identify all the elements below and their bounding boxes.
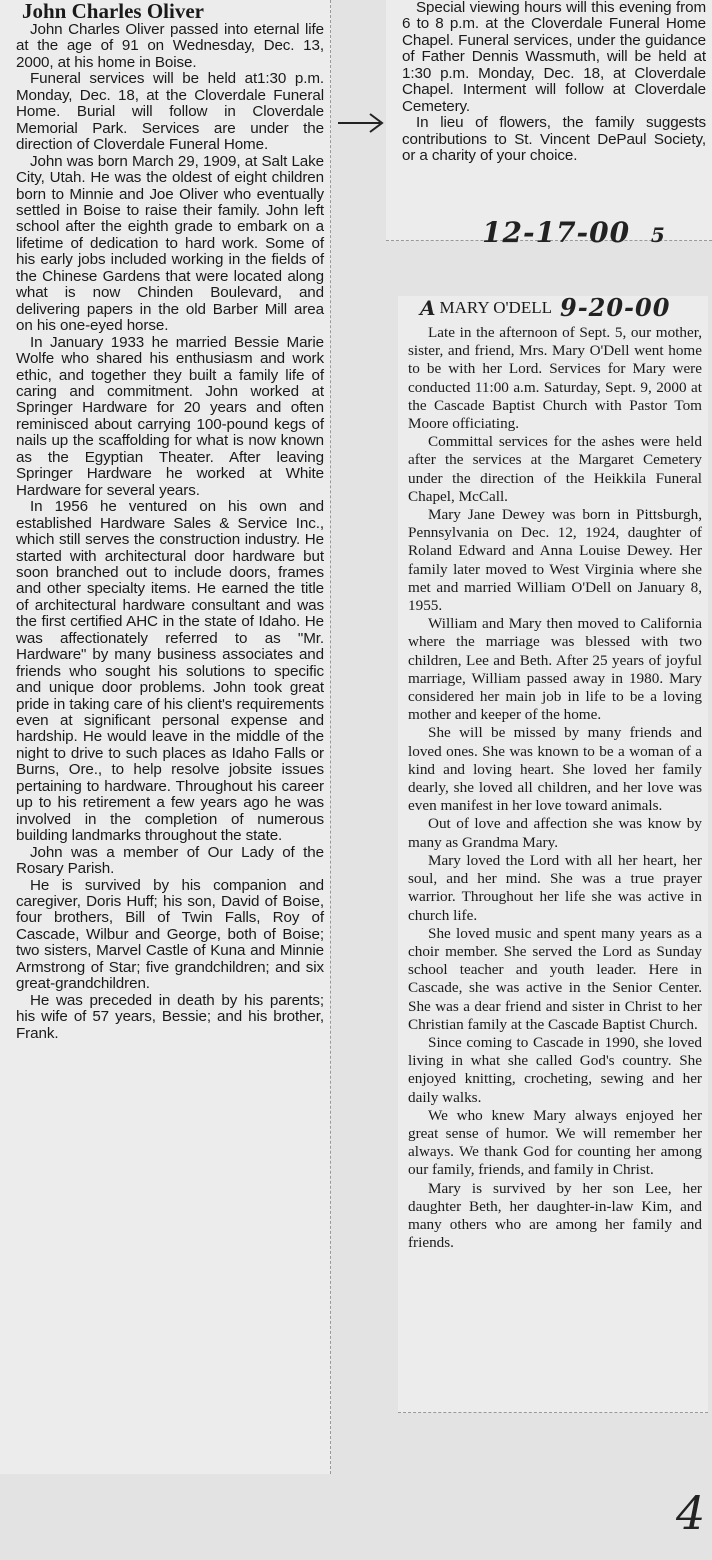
paragraph: He is survived by his companion and caregiver, Doris Huff; his son, David of Boise, four brothers, Bill of Twin Falls, Roy of Cascade, Wilbur and George, both of Boise; two sisters, Marvel Castle of Kuna and Minnie Armstrong of Star; five grandchildren; and six great-grandchildren. xyxy=(16,876,324,993)
paragraph: She loved music and spent many years as a choir member. She served the Lord as Sunday school teacher and youth leader. Here in Cascade, she was active in the Senior Center. She was a dear friend and sister in Christ to her Christian family at the Cascade Baptist Church. xyxy=(408,924,702,1033)
paragraph: John was born March 29, 1909, at Salt Lake City, Utah. He was the oldest of eight children born to Minnie and Joe Oliver who eventually settled in Boise to raise their family. John left school after the eighth grade to embark on a lifetime of dedication to hard work. Some of his early jobs included working in the fields of the Chinese Gardens that were located along what is now Chinden Boulevard, and delivering papers in the old Barber Mill area on his one-eyed horse. xyxy=(16,152,324,335)
paragraph: In lieu of flowers, the family suggests contributions to St. Vincent DePaul Society, or a charity of your choice. xyxy=(402,114,706,165)
handwritten-date-text: 12-17-00 xyxy=(482,216,631,249)
paragraph: Committal services for the ashes were held after the services at the Margaret Cemetery under the direction of the Heikkila Funeral Chapel, McCall. xyxy=(408,433,702,505)
obituary-john-oliver-continued xyxy=(386,0,712,241)
obituary-body xyxy=(398,324,708,1252)
handwritten-marker: A xyxy=(420,296,436,320)
paragraph: He was preceded in death by his parents; his wife of 57 years, Bessie; and his brother, Frank. xyxy=(16,991,324,1042)
paragraph: Out of love and affection she was know by many as Grandma Mary. xyxy=(408,815,702,851)
handwritten-arrow-icon xyxy=(336,108,386,138)
page-number: 4 xyxy=(676,1486,706,1540)
handwritten-date xyxy=(482,216,666,249)
obituary-mary-odell xyxy=(398,293,708,1413)
obituary-body xyxy=(0,22,330,1042)
paragraph: She will be missed by many friends and loved ones. She was known to be a woman of a kind and loving heart. She loved her family dearly, she loved all children, and her love was even manifest in her love toward animals. xyxy=(408,724,702,815)
paragraph: John was a member of Our Lady of the Rosary Parish. xyxy=(16,843,324,878)
paragraph: We who knew Mary always enjoyed her great sense of humor. We will remember her always. We thank God for counting her among our family, friends, and family in Christ. xyxy=(408,1106,702,1179)
obituary-john-oliver xyxy=(0,0,331,1474)
obituary-body xyxy=(386,0,712,165)
paragraph: Late in the afternoon of Sept. 5, our mother, sister, and friend, Mrs. Mary O'Dell went home to be with her Lord. Services for Mary were conducted 11:00 a.m. Saturday, Sept. 9, 2000 at the Cascade Baptist Church with Pastor Tom Moore officiating. xyxy=(408,324,702,433)
handwritten-mark: 5 xyxy=(650,223,666,247)
obituary-headline: MARY O'DELL xyxy=(439,298,552,317)
obituary-headline: John Charles Oliver xyxy=(22,0,204,23)
paragraph: Mary loved the Lord with all her heart, her soul, and her mind. She was a true prayer warrior. Throughout her life she was active in church life. xyxy=(408,851,702,924)
paragraph: John Charles Oliver passed into eternal life at the age of 91 on Wednesday, Dec. 13, 2000, at his home in Boise. xyxy=(16,21,324,71)
paragraph: In January 1933 he married Bessie Marie Wolfe who shared his enthusiasm and work ethic, and together they built a family life of caring and commitment. John worked at Springer Hardware for 20 years and often reminisced about carrying 100-pound kegs of nails up the scaffolding for what is now known as the Egyptian Theater. After leaving Springer Hardware he worked at White Hardware for several years. xyxy=(16,333,324,499)
paragraph: Mary is survived by her son Lee, her daughter Beth, her daughter-in-law Kim, and many others who are among her family and friends. xyxy=(408,1179,702,1252)
paragraph: Mary Jane Dewey was born in Pittsburgh, Pennsylvania on Dec. 12, 1924, daughter of Roland Edward and Anna Louise Dewey. Her family later moved to West Virginia where she met and married William O'Dell on January 8, 1955. xyxy=(408,506,702,615)
paragraph: In 1956 he ventured on his own and established Hardware Sales & Service Inc., which still serves the construction industry. He started with architectural door hardware but soon branched out to include doors, frames and other specialty items. He earned the title of architectural hardware consultant and was the first certified AHC in the state of Idaho. He was affectionately referred to as "Mr. Hardware" by many business associates and friends who sought his solutions to specific and unique door problems. John took great pride in taking care of his client's requirements even at significant personal expense and hardship. He would leave in the middle of the night to drive to such places as Idaho Falls or Burns, Ore., to help resolve jobsite issues pertaining to hardware. Throughout his career up to his retirement a few years ago he was involved in the completion of numerous building landmarks throughout the state. xyxy=(16,498,324,845)
handwritten-date: 9-20-00 xyxy=(560,293,671,322)
paragraph: Special viewing hours will this evening from 6 to 8 p.m. at the Cloverdale Funeral Home Chapel. Funeral services, under the guidance of Father Dennis Wassmuth, will be held at 1:30 p.m. Monday, Dec. 18, at Cloverdale Chapel. Interment will follow at Cloverdale Cemetery. xyxy=(402,0,706,115)
paragraph: Funeral services will be held at1:30 p.m. Monday, Dec. 18, at the Cloverdale Funeral Home. Burial will follow in Cloverdale Memorial Park. Services are under the direction of Cloverdale Funeral Home. xyxy=(16,70,324,154)
obituary-headline-row xyxy=(420,293,708,322)
paragraph: Since coming to Cascade in 1990, she loved living in what she called God's country. She enjoyed knitting, crocheting, sewing and her daily walks. xyxy=(408,1033,702,1106)
paragraph: William and Mary then moved to California where the marriage was blessed with two children, Lee and Beth. After 25 years of joyful marriage, William passed away in 1980. Mary considered her main job in life to be a loving mother and keeper of the home. xyxy=(408,615,702,724)
